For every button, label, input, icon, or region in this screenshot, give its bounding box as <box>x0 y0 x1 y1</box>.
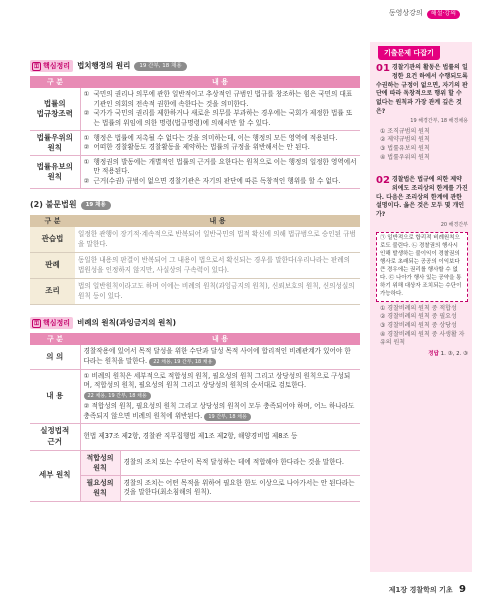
row-text: ① 비례의 원칙은 세부적으로 적합성의 원칙, 필요성의 원칙 그리고 상당성의 원칙으로 구성되며, 적합성의 원칙, 필요성의 원칙 그리고 상당성의 원칙의 순서대로 검토한다. <box>83 371 351 390</box>
col-content: 내 용 <box>80 333 360 345</box>
key-icon: ⚿ <box>32 319 41 328</box>
page-footer <box>389 583 466 598</box>
row-head: 조리 <box>30 279 75 305</box>
row-text: 경찰의 조치 또는 수단이 목적 달성하는 데에 적합해야 한다라는 것을 말한다. <box>120 451 360 476</box>
row-text: 법의 일반원칙이라고도 하며 이에는 비례의 원칙(과잉금지의 원칙), 신뢰보호의 원칙, 신의성실의 원칙 등이 있다. <box>75 279 360 305</box>
col-category: 구 분 <box>30 215 75 227</box>
row-head: 법률우위의 원칙 <box>30 131 80 156</box>
sec3-title-row <box>30 317 360 329</box>
key-summary-badge: ⚿ 핵심정리 <box>30 317 73 329</box>
row-text: 어떠한 경찰활동도 경찰활동을 제약하는 법률의 규정을 위반해서는 안 된다. <box>93 143 310 152</box>
question-source: 19 해경간부, 18 해경채용 <box>410 118 468 125</box>
header-tag[interactable]: 해설·강의 <box>427 10 460 19</box>
question-number: 02 <box>376 175 390 187</box>
option: ④ 법률우위의 원칙 <box>380 153 430 161</box>
page-header <box>389 8 460 19</box>
option: ④ 경찰비례의 원칙 중 사생활 자유의 원칙 <box>380 330 465 347</box>
table-row <box>30 253 360 279</box>
question-1 <box>370 60 472 162</box>
row-text: 헌법 제37조 제2항, 경찰관 직무집행법 제1조 제2항, 해양경비법 제8조 등 <box>80 424 360 451</box>
row-head: 세부 원칙 <box>30 451 80 502</box>
sec1-title: 법치행정의 원리 <box>77 60 131 70</box>
question-text: 경찰법은 법규에 의한 제약 외에도 조리상의 한계를 가진다. 다음은 조리상의 한계에 관한 설명이다. 옳은 것은 모두 몇 개인가? <box>376 176 468 219</box>
row-text: 국가가 국민의 권리를 제한하거나 새로운 의무를 부과하는 경우에는 국회가 제정한 법률 또는 법률의 위임에 의한 명령(법규명령)에 의해서만 할 수 있다. <box>93 109 353 127</box>
option: ③ 경찰비례의 원칙 중 상당성 <box>380 322 457 330</box>
key-summary-badge: ⚿ 핵심정리 <box>30 60 73 72</box>
question-source: 20 해경간부 <box>440 221 468 228</box>
proportionality-table <box>30 333 360 501</box>
row-head: 관습법 <box>30 227 75 253</box>
sec1-exam-pill: 19 간부, 18 채용 <box>134 62 186 71</box>
row-text: 행정권의 발동에는 개별적인 법률의 근거를 요한다는 원칙으로 이는 행정의 일정한 영역에서만 적용된다. <box>93 157 357 176</box>
row-text: 경찰의 조치는 어떤 목적을 위하여 필요한 한도 이상으로 나아가서는 안 된다라는 것을 말한다(최소침해의 원칙). <box>120 476 360 501</box>
col-content: 내 용 <box>75 215 360 227</box>
main-content <box>30 60 360 502</box>
row-head: 내 용 <box>30 369 80 424</box>
row-text: ② 적합성의 원칙, 필요성의 원칙 그리고 상당성의 원칙이 모두 충족되어야 하며, 어느 하나라도 충족되지 않으면 비례의 원칙에 위반된다. <box>83 402 355 420</box>
col-category: 구 분 <box>30 333 80 345</box>
table-row <box>30 451 360 476</box>
row-text: 일정한 관행이 장기적·계속적으로 반복되어 일반국민의 법적 확신에 의해 법규범으로 승인된 규범을 말한다. <box>75 227 360 253</box>
key-icon: ⚿ <box>32 62 41 71</box>
sub-head: 필요성의 원칙 <box>80 476 120 501</box>
table-row <box>30 424 360 451</box>
row-head: 의 의 <box>30 345 80 369</box>
question-2 <box>370 172 472 359</box>
sub-head: 적합성의 원칙 <box>80 451 120 476</box>
option: ① 조직규범의 원칙 <box>380 127 430 135</box>
rule-of-law-table <box>30 76 360 189</box>
col-content: 내 용 <box>80 76 360 88</box>
row-head: 법률의 법규창조력 <box>30 88 80 131</box>
table-row <box>30 279 360 305</box>
table-row <box>30 345 360 369</box>
table-row <box>30 476 360 501</box>
sec2-title: (2) 불문법원 <box>30 200 77 210</box>
chapter-title: 제1장 경찰학의 기초 <box>388 585 453 594</box>
table-row: 법률우위의 원칙 ① 행정은 법률에 저촉될 수 없다는 것을 의미하는데, 이는 행정의 모든 영역에 적용된다. ② 어떠한 경찰활동도 경찰활동을 제약하는 법률의 규정을 위반해서는 안 된다. <box>30 131 360 156</box>
row-text: 국민의 권리나 의무에 관한 일반적이고 추상적인 규범인 법규를 창조하는 힘은 국민의 대표기관인 의회의 전속적 권한에 속한다는 것을 의미한다. <box>93 90 353 108</box>
row-text: 동일한 내용의 판결이 반복되어 그 내용이 법으로서 확신되는 경우를 말한다(우리나라는 판례의 법원성을 인정하지 않지만, 사실상의 구속력이 있다). <box>75 253 360 279</box>
row-text: 경찰작용에 있어서 목적 달성을 위한 수단과 달성 목적 사이에 합리적인 비례관계가 있어야 한다라는 원칙을 말한다. <box>83 347 351 366</box>
option: ① 경찰비례의 원칙 중 적합성 <box>380 304 457 312</box>
table-row: 법률유보의 원칙 ① 행정권의 발동에는 개별적인 법률의 근거를 요한다는 원칙으로 이는 행정의 일정한 영역에서만 적용된다. ② 근거(수권) 규범이 없으면 경찰기관은 자기의 판단에 따른 독창적인 행위를 할 수 없다. <box>30 155 360 189</box>
question-box: ㉠ 일반적으로 합리적 비례원칙으로도 불린다. ㉡ 경찰권의 행사시 인해 발생하는 불이익이 경찰권의 행사로 초래되는 공공의 이익보다 큰 경우에는 권리를 행사할 수 없다. ㉢ 나아가 행사 있는 공약을 통하기 위해 대상자 조치되는 수단이 가능하다. <box>376 232 468 302</box>
table-row: 법률의 법규창조력 ① 국민의 권리나 의무에 관한 일반적이고 추상적인 규범인 법규를 창조하는 힘은 국민의 대표기관인 의회의 전속적 권한에 속한다는 것을 의미한다. ② 국가가 국민의 권리를 제한하거나 새로운 의무를 부과하는 경우에는 국회가 제정한 법률 또는 법률의 위임에 의한 명령(법규명령)에 의해서만 할 수 있다. <box>30 88 360 131</box>
answer: 정답 1. ③, 2. ③ <box>428 351 468 358</box>
exam-ref-pill: 19 간부, 18 채용 <box>204 413 250 421</box>
table-row <box>30 227 360 253</box>
exam-sidebar <box>370 42 472 572</box>
col-category: 구 분 <box>30 76 80 88</box>
exam-ref-pill: 22 채용, 19 간부, 18 채용 <box>149 358 216 366</box>
sec2-exam-pill: 19 채용 <box>81 201 111 210</box>
option: ② 경찰비례의 원칙 중 필요성 <box>380 313 457 321</box>
sec3-title: 비례의 원칙(과잉금지의 원칙) <box>77 317 177 327</box>
unwritten-law-table <box>30 215 360 305</box>
sec1-title-row <box>30 60 360 72</box>
sidebar-heading: 기출문제 다잡기 <box>378 46 440 60</box>
row-text: 행정은 법률에 저촉될 수 없다는 것을 의미하는데, 이는 행정의 모든 영역에 적용된다. <box>93 133 338 142</box>
sec2-title-row <box>30 199 360 211</box>
question-number: 01 <box>376 63 390 75</box>
question-text: 경찰기관의 활동은 법률의 일정한 요건 하에서 수행되도록 수권하는 규정이 없으면, 자기의 판단에 따라 독창적으로 행위 할 수 없다는 원칙과 가장 관계 깊은 것은? <box>376 64 468 115</box>
row-head: 판례 <box>30 253 75 279</box>
header-text: 동영상강의 <box>388 9 423 17</box>
row-text: 근거(수권) 규범이 없으면 경찰기관은 자기의 판단에 따른 독창적인 행위를 할 수 없다. <box>93 176 341 185</box>
row-head: 법률유보의 원칙 <box>30 155 80 189</box>
option: ② 제약규범의 원칙 <box>380 136 430 144</box>
row-head: 실정법적 근거 <box>30 424 80 451</box>
page-number: 9 <box>459 583 466 595</box>
option: ③ 법률유보의 원칙 <box>380 144 430 152</box>
exam-ref-pill: 22 채용, 19 간부, 18 채용 <box>84 392 151 400</box>
table-row <box>30 369 360 424</box>
